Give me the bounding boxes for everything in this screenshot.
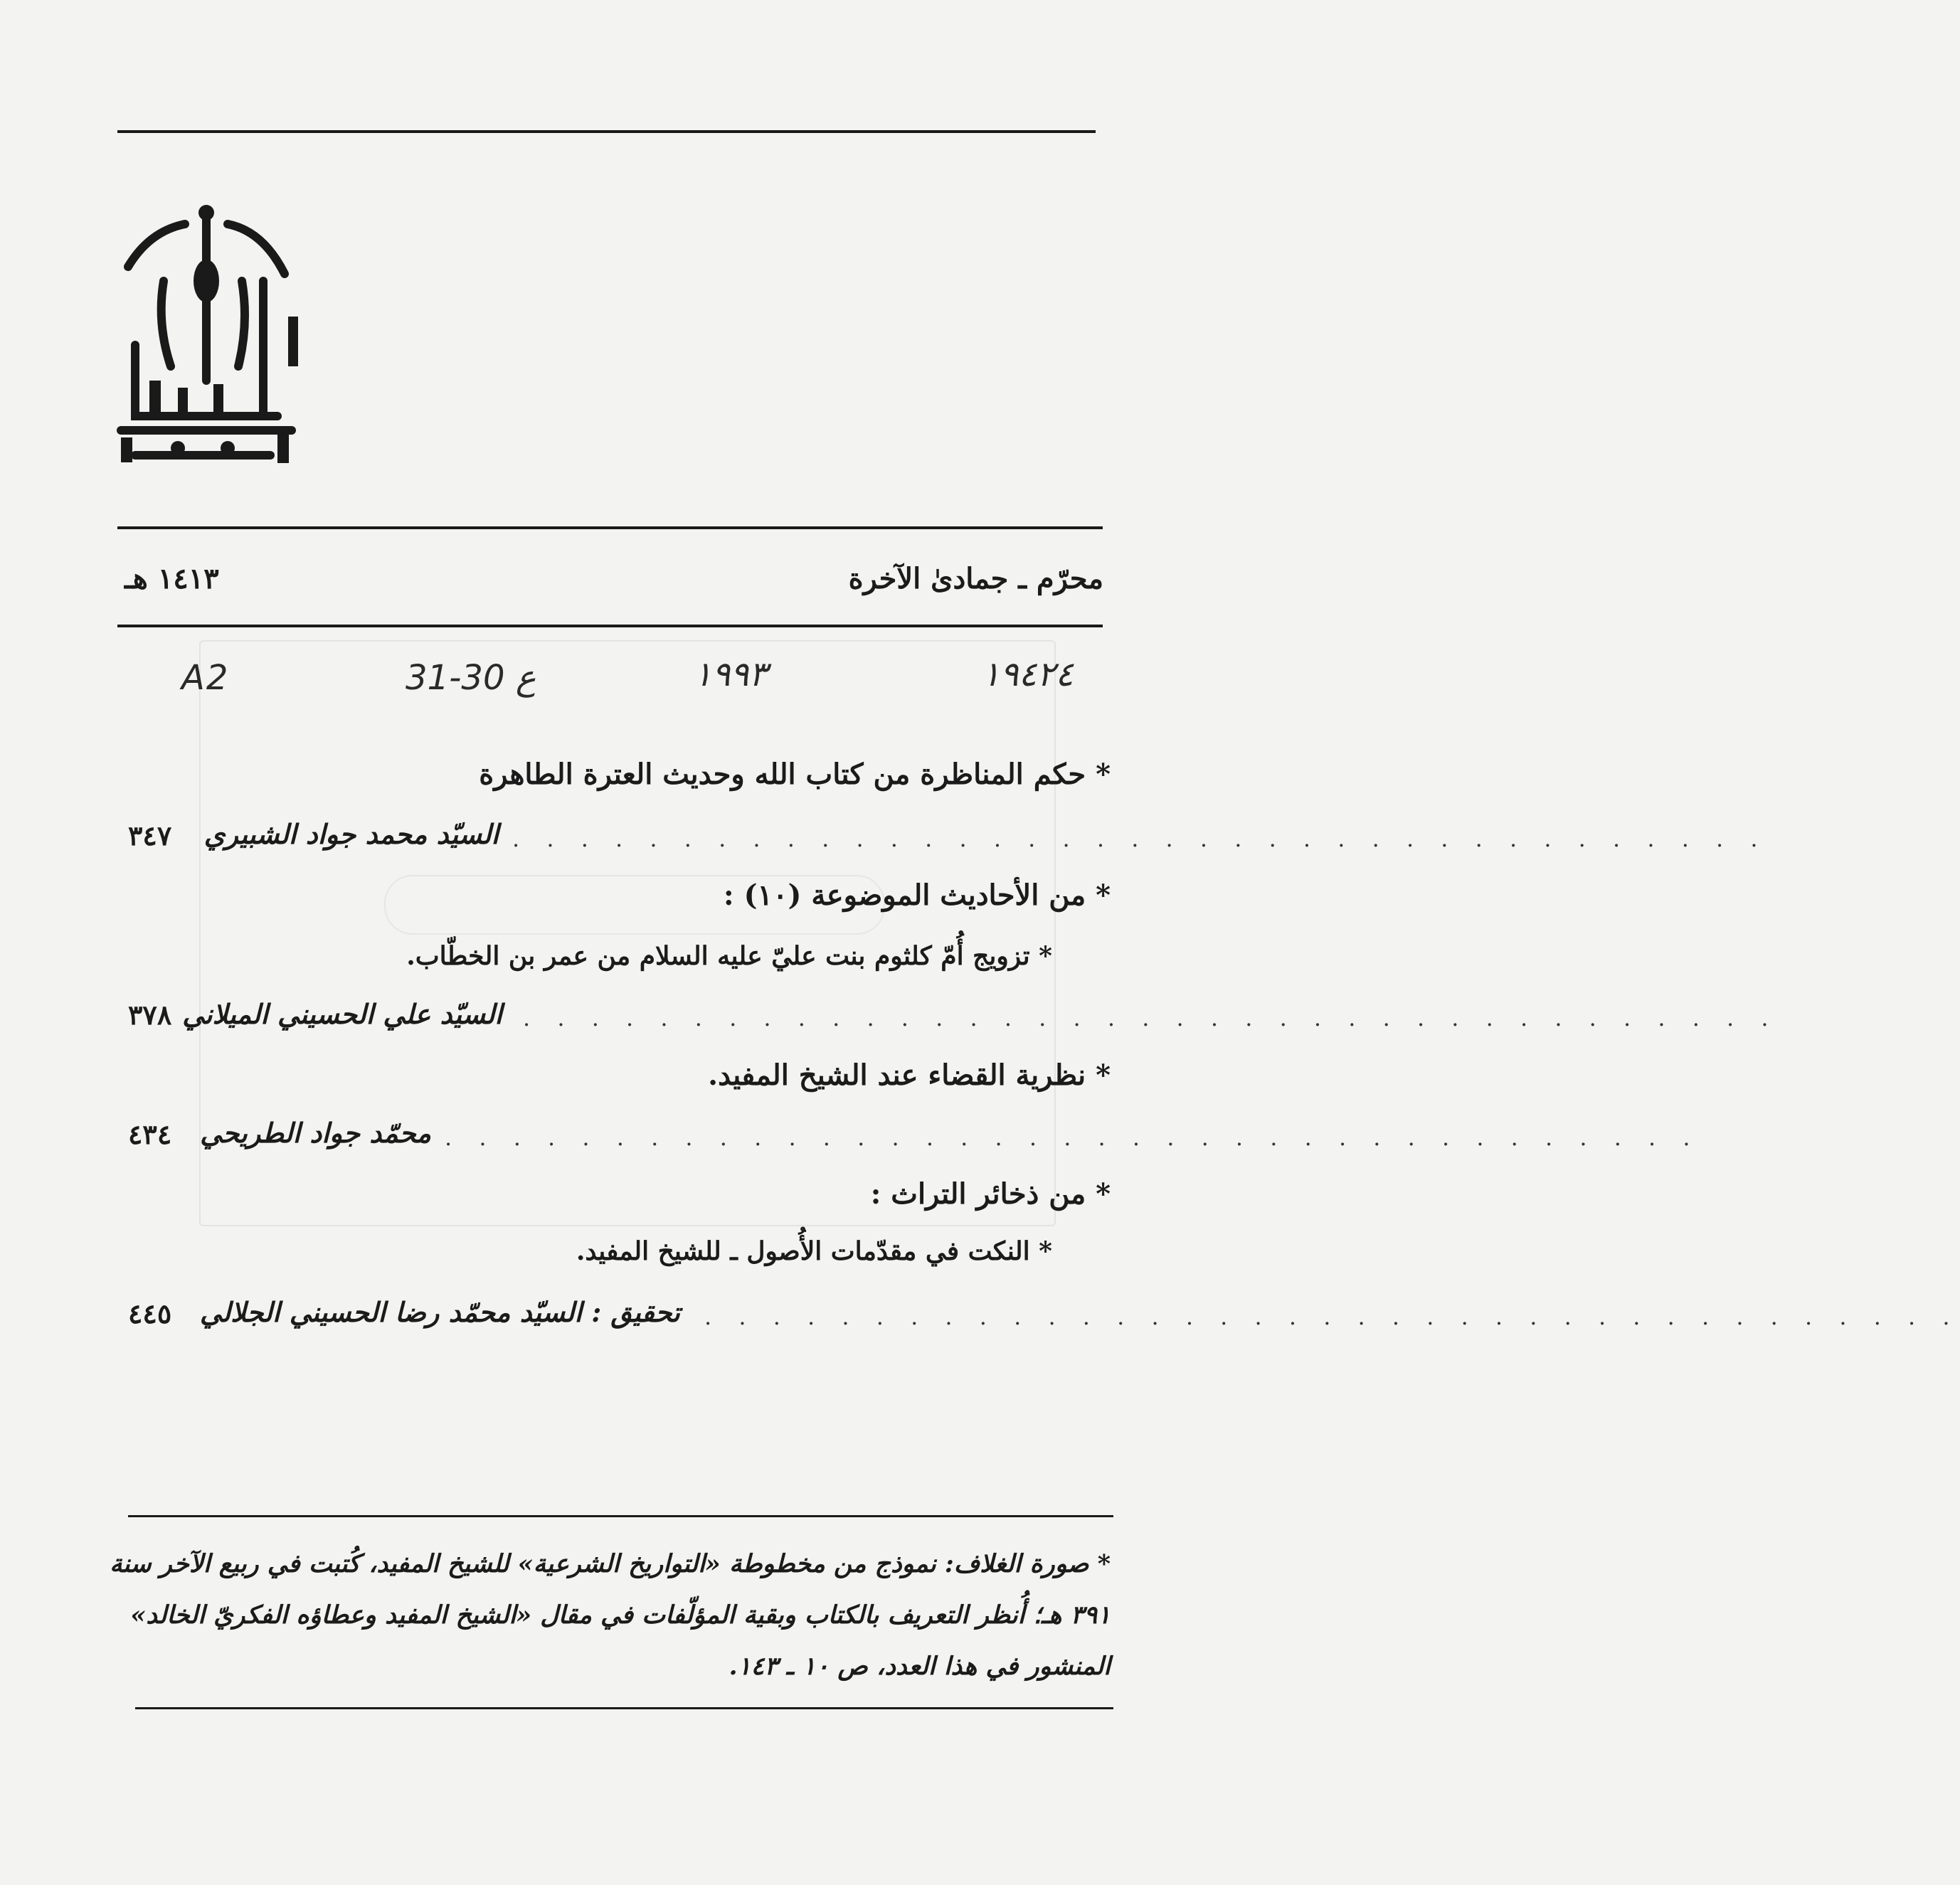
header-bottom-rule (117, 625, 1103, 627)
toc-entry-2-subtitle: * تزويج أُمّ كلثوم بنت عليّ عليه السلام من عمر بن الخطّاب. (406, 941, 1052, 971)
issue-months: محرّم ـ جمادىٰ الآخرة (848, 562, 1103, 595)
toc-entry-4-subtitle: * النكت في مقدّمات الأُصول ـ للشيخ المفيد. (576, 1236, 1052, 1266)
institute-logo (107, 203, 306, 466)
toc-entry-4-page: ٤٤٥ (128, 1297, 172, 1329)
footnote-bottom-rule (135, 1707, 1113, 1709)
toc-entry-1-author: السيّد محمد جواد الشبيري (203, 818, 499, 850)
top-rule (117, 130, 1096, 133)
toc-entry-4-title: * من ذخائر التراث : (870, 1177, 1111, 1211)
footnote-line-2: ٣٩١ هـ؛ أُنظر التعريف بالكتاب وبقية المؤلّفات في مقال «الشيخ المفيد وعطاؤه الفكريّ الخالد» (130, 1600, 1111, 1630)
handwritten-issue: 31-30 ع (406, 658, 536, 698)
footnote-line-1: * صورة الغلاف: نموذج من مخطوطة «التواريخ الشرعية» للشيخ المفيد، كُتبت في ربيع الآخر سنة (110, 1549, 1111, 1578)
toc-entry-2-leader: . . . . . . . . . . . . . . . . . . . . . . . . . . . . . . . . . . . . . (523, 1004, 1779, 1031)
toc-entry-1-leader: . . . . . . . . . . . . . . . . . . . . . . . . . . . . . . . . . . . . . (512, 825, 1768, 852)
toc-entry-2-title: * من الأحاديث الموضوعة (١٠) : (723, 878, 1111, 912)
handwritten-year: ١٩٩٣ (694, 654, 768, 694)
handwritten-code: A2 (181, 658, 230, 698)
footnote-line-3: المنشور في هذا العدد، ص ١٠ ـ ١٤٣. (729, 1652, 1111, 1681)
toc-entry-1-title: * حكم المناظرة من كتاب الله وحديث العترة الطاهرة (479, 758, 1111, 791)
toc-entry-2-page: ٣٧٨ (128, 999, 172, 1031)
footnote-top-rule (128, 1515, 1113, 1517)
issue-year: ١٤١٣ هـ (125, 562, 219, 595)
toc-entry-3-page: ٤٣٤ (128, 1118, 172, 1150)
toc-entry-4-leader: . . . . . . . . . . . . . . . . . . . . . . . . . . . . . . . . . . . . . (704, 1303, 1960, 1330)
toc-entry-1-page: ٣٤٧ (128, 819, 172, 851)
header-top-rule (117, 526, 1103, 529)
toc-entry-4-author: تحقيق : السيّد محمّد رضا الحسيني الجلالي (199, 1296, 680, 1328)
toc-entry-2-author: السيّد علي الحسيني الميلاني (182, 998, 502, 1030)
toc-entry-3-leader: . . . . . . . . . . . . . . . . . . . . . . . . . . . . . . . . . . . . . (445, 1124, 1700, 1151)
toc-entry-3-author: محمّد جواد الطريحي (200, 1117, 431, 1149)
handwritten-number-right: ١٩٤٢٤ (982, 654, 1074, 694)
toc-entry-3-title: * نظرية القضاء عند الشيخ المفيد. (708, 1058, 1111, 1092)
